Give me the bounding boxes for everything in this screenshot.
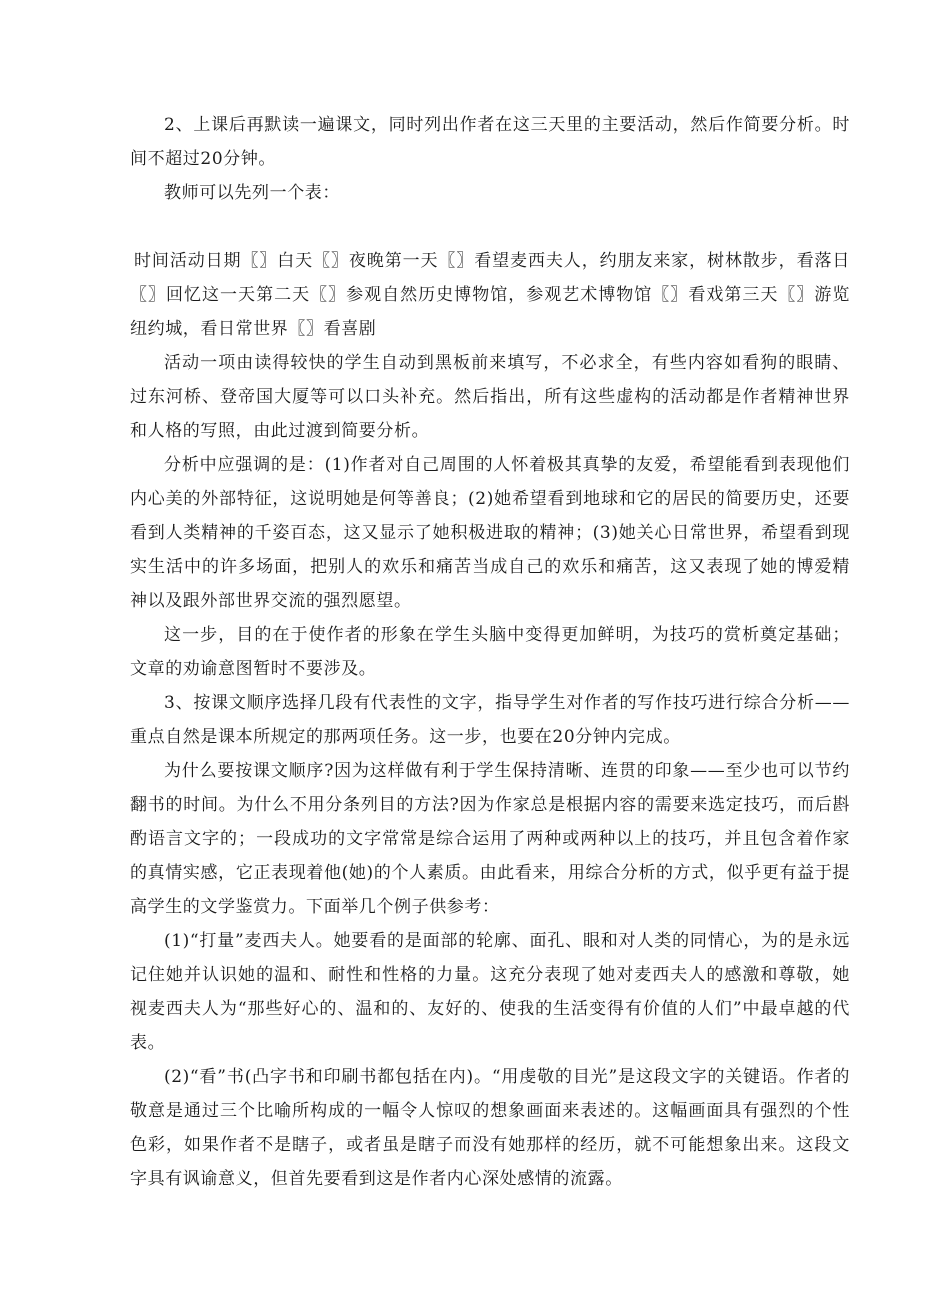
paragraph-example-1: (1)“打量”麦西夫人。她要看的是面部的轮廓、面孔、眼和对人类的同情心，为的是永远记住她并认识她的温和、耐性和性格的力量。这充分表现了她对麦西夫人的感激和尊敬，她视麦西夫人为“那些好心的、温和的、友好的、使我的生活变得有价值的人们”中最卓越的代表。 — [130, 931, 850, 1053]
paragraph-step-2: 2、上课后再默读一遍课文，同时列出作者在这三天里的主要活动，然后作简要分析。时间不超过20分钟。 — [130, 115, 850, 169]
paragraph-analysis-emphasis: 分析中应强调的是：(1)作者对自己周围的人怀着极其真挚的友爱，希望能看到表现他们内心美的外部特征，这说明她是何等善良；(2)她希望看到地球和它的居民的简要历史，还要看到人类精神的千姿百态，这又显示了她积极进取的精神；(3)她关心日常世界，希望看到现实生活中的许多场面，把别人的欢乐和痛苦当成自己的欢乐和痛苦，这又表现了她的博爱精神以及跟外部世界交流的强烈愿望。 — [130, 455, 850, 611]
paragraph-table-intro: 教师可以先列一个表： — [164, 183, 340, 203]
paragraph-step-3: 3、按课文顺序选择几段有代表性的文字，指导学生对作者的写作技巧进行综合分析——重点自然是课本所规定的那两项任务。这一步，也要在20分钟内完成。 — [130, 693, 850, 747]
paragraph-example-2: (2)“看”书(凸字书和印刷书都包括在内)。“用虔敬的目光”是这段文字的关键语。作者的敬意是通过三个比喻所构成的一幅令人惊叹的想象画面来表述的。这幅画面具有强烈的个性色彩，如果作者不是瞎子，或者虽是瞎子而没有她那样的经历，就不可能想象出来。这段文字具有讽谕意义，但首先要看到这是作者内心深处感情的流露。 — [130, 1067, 850, 1189]
paragraph-why-order: 为什么要按课文顺序?因为这样做有利于学生保持清晰、连贯的印象——至少也可以节约翻书的时间。为什么不用分条列目的方法?因为作家总是根据内容的需要来选定技巧，而后斟酌语言文字的；一段成功的文字常常是综合运用了两种或两种以上的技巧，并且包含着作家的真情实感，它正表现着他(她)的个人素质。由此看来，用综合分析的方式，似乎更有益于提高学生的文学鉴赏力。下面举几个例子供参考： — [130, 761, 850, 917]
paragraph-activity-fill: 活动一项由读得较快的学生自动到黑板前来填写，不必求全，有些内容如看狗的眼睛、过东河桥、登帝国大厦等可以口头补充。然后指出，所有这些虚构的活动都是作者精神世界和人格的写照，由此过渡到简要分析。 — [130, 353, 850, 441]
paragraph-activity-table: 时间活动日期〖〗白天〖〗夜晚第一天〖〗看望麦西夫人，约朋友来家，树林散步，看落日〖〗回忆这一天第二天〖〗参观自然历史博物馆，参观艺术博物馆〖〗看戏第三天〖〗游览纽约城，看日常世界〖〗看喜剧 — [130, 251, 850, 339]
paragraph-step-purpose: 这一步，目的在于使作者的形象在学生头脑中变得更加鲜明，为技巧的赏析奠定基础；文章的劝谕意图暂时不要涉及。 — [130, 625, 850, 679]
document-page — [130, 108, 850, 1196]
blank-gap — [130, 210, 850, 244]
